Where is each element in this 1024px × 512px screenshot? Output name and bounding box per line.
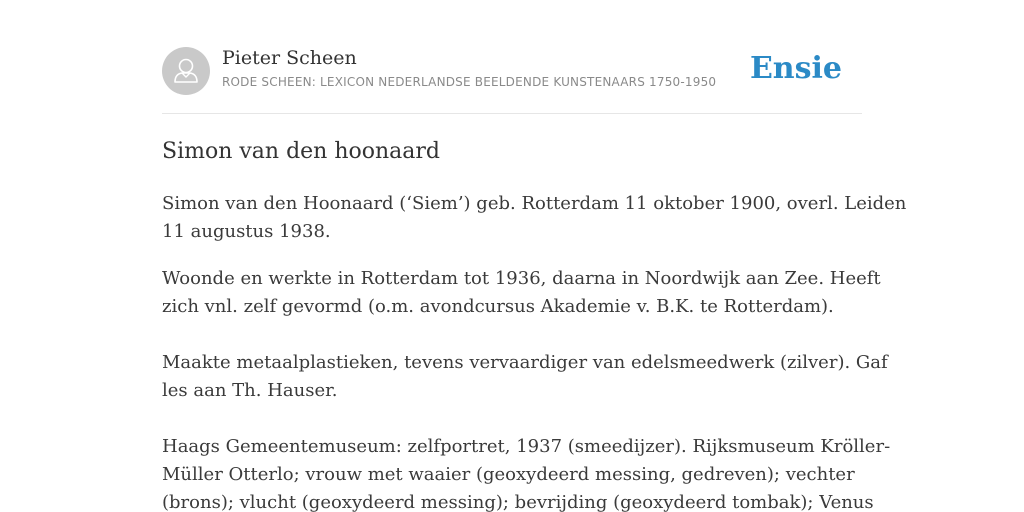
body-line: Woonde en werkte in Rotterdam tot 1936, daarna in Noordwijk aan Zee. Heeft	[162, 268, 881, 289]
body-line: (brons); vlucht (geoxydeerd messing); bevrijding (geoxydeerd tombak); Venus	[162, 492, 874, 512]
body-line: Maakte metaalplastieken, tevens vervaardiger van edelsmeedwerk (zilver). Gaf	[162, 352, 888, 373]
ensie-logo[interactable]: Ensie	[749, 51, 842, 86]
body-line: zich vnl. zelf gevormd (o.m. avondcursus Akademie v. B.K. te Rotterdam).	[162, 296, 834, 317]
body-line: Simon van den Hoonaard (‘Siem’) geb. Rotterdam 11 oktober 1900, overl. Leiden	[162, 193, 907, 214]
body-line: Haags Gemeentemuseum: zelfportret, 1937 (smeedijzer). Rijksmuseum Kröller-	[162, 436, 891, 457]
user-icon	[162, 47, 210, 95]
body-line: les aan Th. Hauser.	[162, 380, 338, 401]
body-line: Müller Otterlo; vrouw met waaier (geoxydeerd messing, gedreven); vechter	[162, 464, 855, 485]
article-body	[162, 190, 907, 512]
source-title[interactable]: RODE SCHEEN: LEXICON NEDERLANDSE BEELDENDE KUNSTENAARS 1750-1950	[222, 75, 717, 89]
page-title: Simon van den hoonaard	[162, 139, 441, 164]
body-line: 11 augustus 1938.	[162, 221, 331, 242]
avatar[interactable]	[162, 47, 210, 95]
header-divider	[162, 113, 862, 114]
article-header	[162, 46, 862, 96]
author-name[interactable]: Pieter Scheen	[222, 47, 357, 69]
